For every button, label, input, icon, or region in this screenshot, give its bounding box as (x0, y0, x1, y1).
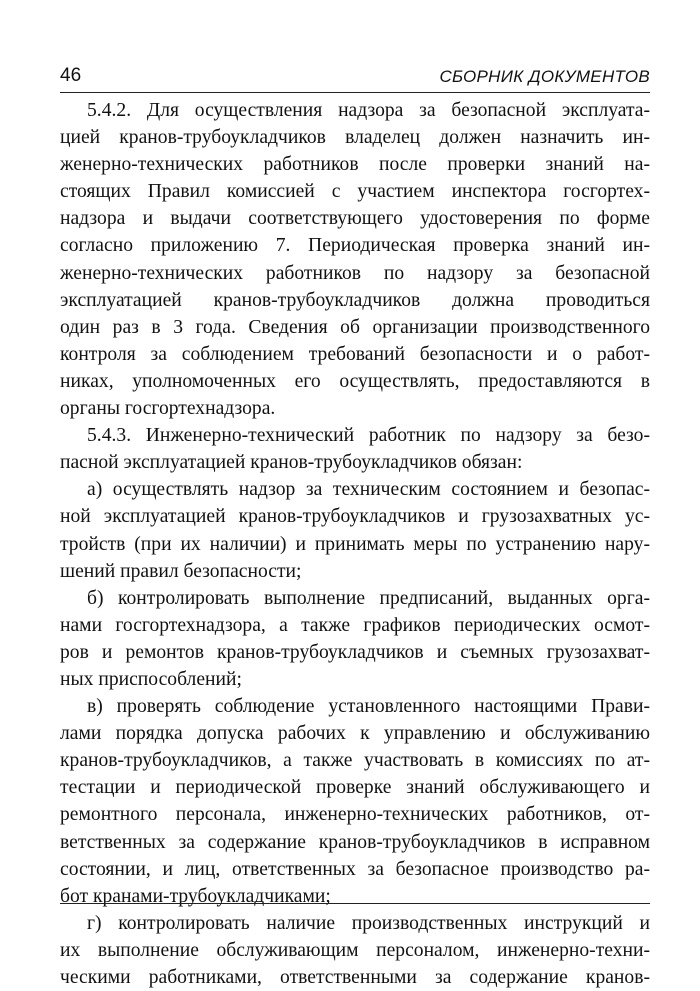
footer-rule (60, 903, 650, 904)
text-line: никах, уполномоченных его осуществлять, предоставляются в (60, 370, 650, 392)
text-line: бот кранами-трубоукладчиками; (60, 885, 331, 907)
text-line: женерно-технических работников по надзору за безопасной (60, 262, 650, 284)
text-line: ремонтного персонала, инженерно-технических работников, от- (60, 804, 650, 826)
text-line: тестации и периодической проверке знаний обслуживающего и (60, 777, 650, 799)
text-line: цией кранов-трубоукладчиков владелец должен назначить ин- (60, 127, 650, 149)
text-line: ческими работниками, ответственными за содержание кранов- (60, 967, 650, 988)
running-title: СБОРНИК ДОКУМЕНТОВ (439, 67, 650, 86)
text-line: ров и ремонтов кранов-трубоукладчиков и съемных грузозахват- (60, 641, 650, 663)
page-header (60, 64, 650, 92)
text-line: а) осуществлять надзор за техническим состоянием и безопас- (87, 479, 650, 501)
text-line: эксплуатацией кранов-трубоукладчиков должна проводиться (60, 289, 650, 311)
text-line: состоянии, и лиц, ответственных за безопасное производство ра- (60, 858, 650, 880)
text-line: лами порядка допуска рабочих к управлению и обслуживанию (60, 723, 650, 745)
text-line: надзора и выдачи соответствующего удостоверения по форме (60, 208, 650, 230)
text-line: ветственных за содержание кранов-трубоукладчиков в исправном (60, 831, 650, 853)
text-line: б) контролировать выполнение предписаний, выданных орга- (87, 587, 650, 609)
text-line: шений правил безопасности; (60, 560, 302, 582)
text-line: 5.4.3. Инженерно-технический работник по надзору за безо- (87, 425, 650, 447)
text-line: органы госгортехнадзора. (60, 398, 276, 420)
text-line: ной эксплуатацией кранов-трубоукладчиков и грузозахватных ус- (60, 506, 650, 528)
text-line: контроля за соблюдением требований безопасности и о работ- (60, 343, 650, 365)
text-line: тройств (при их наличии) и принимать меры по устранению нару- (60, 533, 650, 555)
text-line: один раз в 3 года. Сведения об организации производственного (60, 316, 650, 338)
text-line: нами госгортехнадзора, а также графиков периодических осмот- (60, 614, 650, 636)
text-line: женерно-технических работников после проверки знаний на- (60, 154, 650, 176)
text-line: согласно приложению 7. Периодическая проверка знаний ин- (60, 235, 650, 257)
text-line: кранов-трубоукладчиков, а также участвовать в комиссиях по ат- (60, 750, 650, 772)
text-line: 5.4.2. Для осуществления надзора за безопасной эксплуата- (87, 100, 650, 121)
text-line: г) контролировать наличие производственных инструкций и (87, 912, 650, 934)
text-line: их выполнение обслуживающим персоналом, инженерно-техни- (60, 939, 650, 961)
text-line: стоящих Правил комиссией с участием инспектора госгортех- (60, 181, 650, 203)
header-rule (60, 92, 650, 93)
text-line: в) проверять соблюдение установленного настоящими Прави- (87, 696, 650, 718)
text-line: ных приспособлений; (60, 668, 242, 690)
page-number: 46 (60, 65, 82, 86)
document-body (60, 97, 650, 991)
text-line: пасной эксплуатацией кранов-трубоукладчиков обязан: (60, 452, 523, 474)
